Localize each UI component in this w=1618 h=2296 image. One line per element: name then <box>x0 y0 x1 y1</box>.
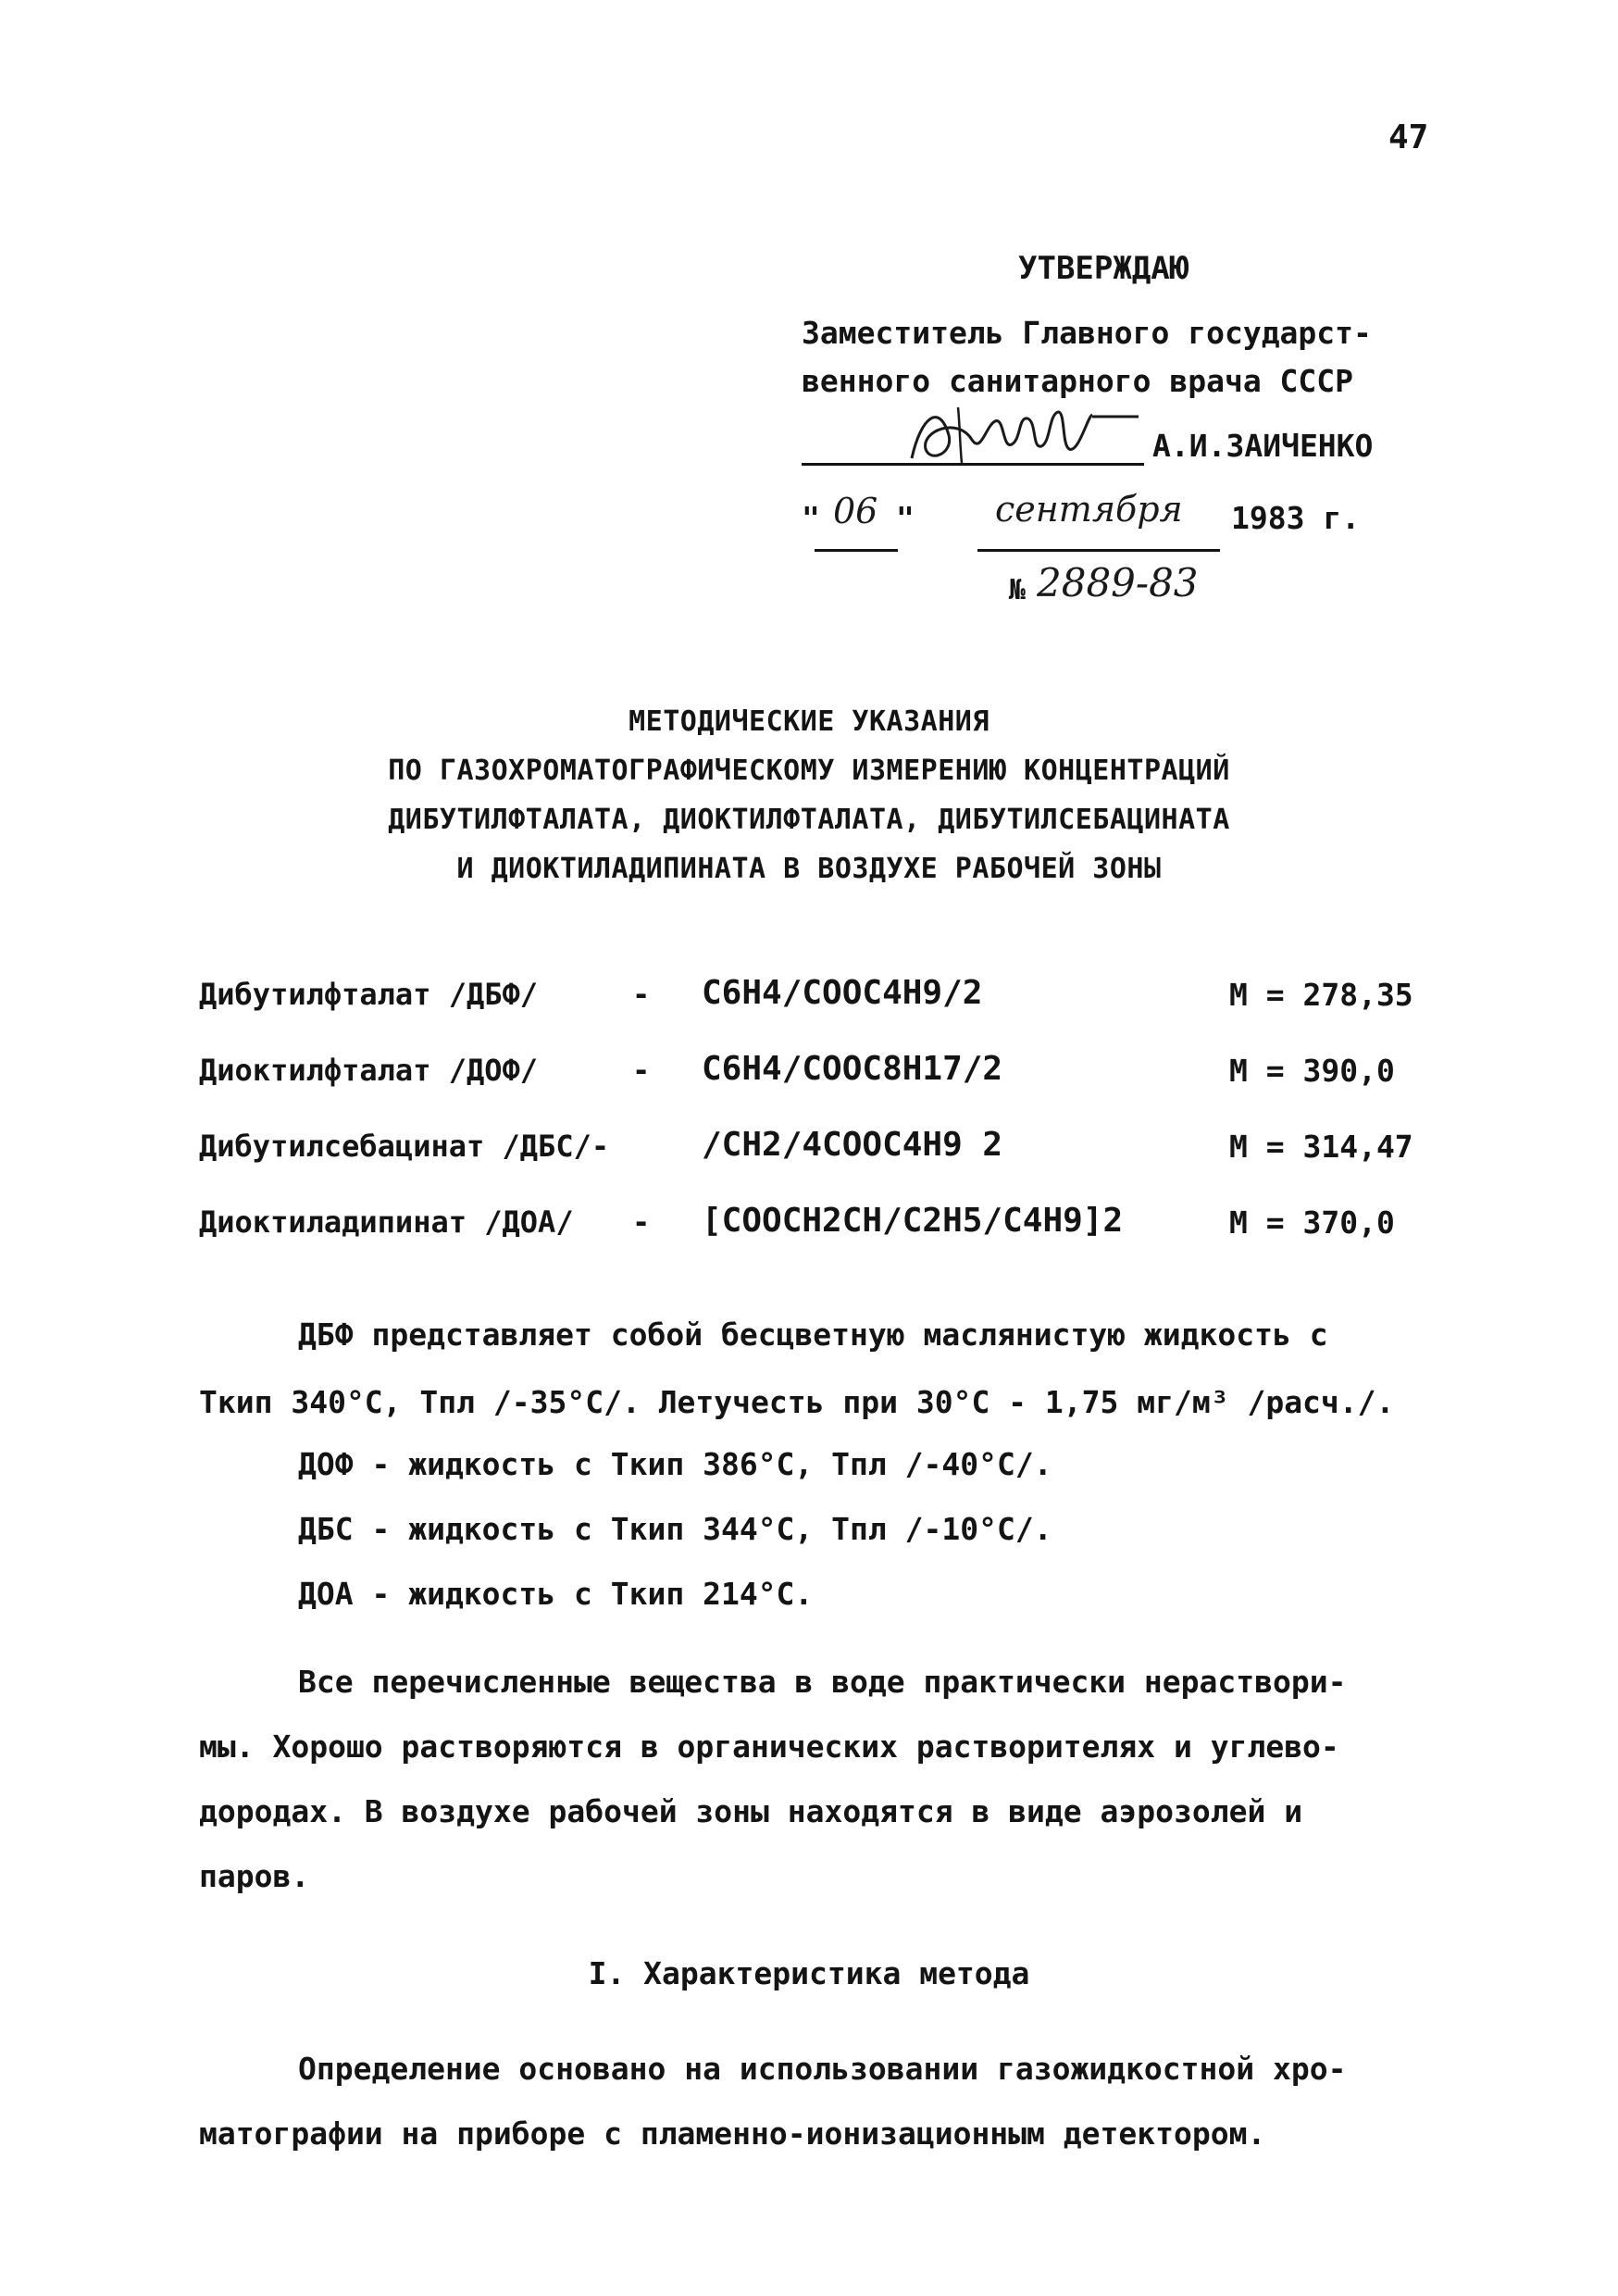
compound-name: Дибутилфталат /ДБФ/ <box>199 977 539 1012</box>
compound-formula: C6H4/COOC4H9/2 <box>702 974 983 1012</box>
compound-molar-mass: М = 314,47 <box>1229 1129 1413 1165</box>
solubility-line3: дородах. В воздухе рабочей зоны находятся в виде аэрозолей и <box>199 1793 1303 1829</box>
properties-doa: ДОА - жидкость с Ткип 214°С. <box>298 1576 814 1612</box>
solubility-line4: паров. <box>199 1858 310 1894</box>
properties-dbf-line1: ДБФ представляет собой бесцветную маслянистую жидкость с <box>298 1316 1328 1353</box>
properties-dbf-line2: Ткип 340°С, Тпл /-35°С/. Летучесть при 30°С - 1,75 мг/м³ /расч./. <box>199 1384 1395 1420</box>
document-title-line2: ПО ГАЗОХРОМАТОГРАФИЧЕСКОМУ ИЗМЕРЕНИЮ КОНЦЕНТРАЦИЙ <box>388 755 1230 787</box>
compound-dash: - <box>632 1204 651 1240</box>
properties-dof: ДОФ - жидкость с Ткип 386°С, Тпл /-40°С/. <box>298 1446 1052 1482</box>
page-number: 47 <box>1388 119 1429 156</box>
compound-formula: /CH2/4COOC4H9 2 <box>702 1126 1003 1164</box>
section-heading: I. Характеристика метода <box>588 1955 1030 1991</box>
date-year: 1983 г. <box>1231 500 1361 536</box>
compound-dash: - <box>632 1053 651 1088</box>
section1-line2: матографии на приборе с пламенно-ионизационным детектором. <box>199 2115 1266 2152</box>
date-day-underline <box>815 549 898 552</box>
solubility-line1: Все перечисленные вещества в воде практически нераствори- <box>298 1664 1347 1700</box>
compound-name: Дибутилсебацинат /ДБС/- <box>199 1129 610 1164</box>
date-month-handwritten: сентября <box>995 489 1183 530</box>
approver-position-line1: Заместитель Главного государст- <box>802 315 1372 351</box>
compound-name: Диоктиладипинат /ДОА/ <box>199 1204 574 1240</box>
document-title-line3: ДИБУТИЛФТАЛАТА, ДИОКТИЛФТАЛАТА, ДИБУТИЛСЕБАЦИНАТА <box>388 804 1230 836</box>
properties-dbs: ДБС - жидкость с Ткип 344°С, Тпл /-10°С/. <box>298 1511 1052 1547</box>
signature-line <box>802 463 1144 466</box>
compound-formula: C6H4/COOC8H17/2 <box>702 1050 1003 1088</box>
solubility-line2: мы. Хорошо растворяются в органических растворителях и углево- <box>199 1728 1339 1765</box>
compound-formula: [COOCH2CH/C2H5/C4H9]2 <box>702 1202 1124 1240</box>
registration-number-prefix: № <box>1009 574 1027 606</box>
approver-position-line2: венного санитарного врача СССР <box>802 363 1354 399</box>
approver-name: А.И.ЗАИЧЕНКО <box>1152 428 1374 464</box>
registration-number-handwritten: 2889-83 <box>1037 560 1199 605</box>
section1-line1: Определение основано на использовании газожидкостной хро- <box>298 2051 1347 2087</box>
compound-molar-mass: М = 390,0 <box>1229 1053 1395 1089</box>
document-title-line1: МЕТОДИЧЕСКИЕ УКАЗАНИЯ <box>629 705 989 738</box>
compound-molar-mass: М = 370,0 <box>1229 1204 1395 1241</box>
compound-dash: - <box>632 977 651 1012</box>
date-day-handwritten: 06 <box>833 491 878 531</box>
document-title-line4: И ДИОКТИЛАДИПИНАТА В ВОЗДУХЕ РАБОЧЕЙ ЗОНЫ <box>456 853 1162 885</box>
compound-name: Диоктилфталат /ДОФ/ <box>199 1053 539 1088</box>
date-month-underline <box>977 549 1220 552</box>
signature-image <box>902 398 1143 468</box>
date-open-quote: " <box>802 500 820 536</box>
compound-molar-mass: М = 278,35 <box>1229 977 1413 1013</box>
date-close-quote: " <box>896 500 915 536</box>
approval-heading: УТВЕРЖДАЮ <box>1018 250 1189 287</box>
